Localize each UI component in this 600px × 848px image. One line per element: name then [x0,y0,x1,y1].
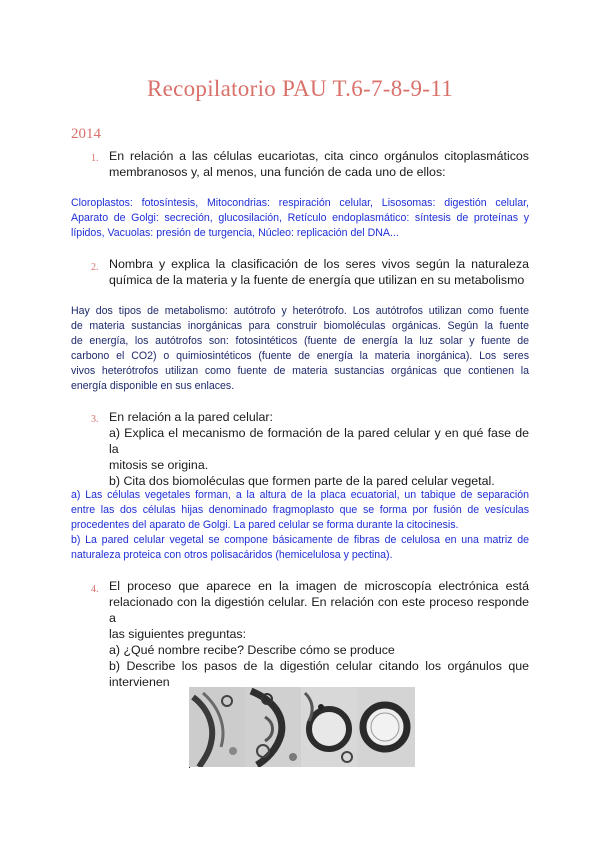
micrograph-panel [301,687,357,767]
micrograph-panel [357,687,415,767]
question-2 [109,256,529,288]
question-line: intervienen [109,675,170,689]
answer-line: de materia sustancias inorgánicas para construir biomoléculas orgánicas. Según la fuente [71,320,529,332]
question-line: relacionado con la digestión celular. En relación con este proceso responde a [109,595,529,625]
micrograph-panel [245,687,301,767]
question-1 [109,148,529,180]
micrograph-panel [189,687,245,767]
question-line: Nombra y explica la clasificación de los seres vivos según la naturaleza [109,257,529,271]
answer-line: Cloroplastos: fotosíntesis, Mitocondrias: respiración celular, Lisosomas: digestión celular, [71,197,529,209]
question-line: química de la materia y la fuente de energía que utilizan en su metabolismo [109,273,525,287]
question-number: 2. [91,262,99,273]
answer-line: procedentes del aparato de Golgi. La pared celular se forma durante la citocinesis. [71,519,459,531]
answer-line: a) Las células vegetales forman, a la altura de la placa ecuatorial, un tabique de separación [71,489,529,501]
answer-3 [71,488,529,563]
question-4 [109,578,529,690]
answer-line: entre las dos células hijas denominado fragmoplasto que se forma por fusión de vesículas [71,504,529,516]
page-title: Recopilatorio PAU T.6-7-8-9-11 [146,76,454,101]
section-year: 2014 [71,126,101,142]
question-line: En relación a las células eucariotas, cita cinco orgánulos citoplasmáticos [109,149,529,163]
answer-line: energía disponible en sus enlaces. [71,380,235,392]
question-line: b) Cita dos biomoléculas que formen parte de la pared celular vegetal. [109,474,495,488]
answer-line: vivos heterótrofos utilizan como fuente de materia sustancias orgánicas que contienen la [71,365,529,377]
answer-1 [71,196,529,241]
question-line: En relación a la pared celular: [109,410,273,424]
answer-line: carbono el CO2) o quimiosintéticos (fuente de energía la materia inorgánica). Los seres [71,350,529,362]
answer-2 [71,304,529,394]
question-line: membranosos y, al menos, una función de cada uno de ellos: [109,165,446,179]
question-line: a) ¿Qué nombre recibe? Describe cómo se produce [109,643,395,657]
answer-line: Aparato de Golgi: secreción, glucosilación, Retículo endoplasmático: síntesis de proteínas y [71,212,529,224]
microscopy-image [189,687,415,767]
answer-line: b) La pared celular vegetal se compone básicamente de fibras de celulosa en una matriz de [71,534,529,546]
answer-line: de energía, los autótrofos son: fotosintéticos (fuente de energía la luz solar y fuente de [71,335,529,347]
question-line: las siguientes preguntas: [109,627,247,641]
question-3 [109,409,529,489]
answer-line: naturaleza proteica con otros polisacáridos (hemicelulosa y pectina). [71,549,393,561]
question-line: b) Describe los pasos de la digestión celular citando los orgánulos que [109,659,529,673]
answer-line: Hay dos tipos de metabolismo: autótrofo y heterótrofo. Los autótrofos utilizan como fuente [71,305,529,317]
question-number: 4. [91,584,99,595]
question-line: El proceso que aparece en la imagen de microscopía electrónica está [109,579,529,593]
question-number: 3. [91,414,99,425]
question-line: a) Explica el mecanismo de formación de la pared celular y en qué fase de la [109,426,529,456]
answer-line: lípidos, Vacuolas: presión de turgencia, Núcleo: replicación del DNA... [71,227,399,239]
question-line: mitosis se origina. [109,458,209,472]
question-number: 1. [91,153,99,164]
